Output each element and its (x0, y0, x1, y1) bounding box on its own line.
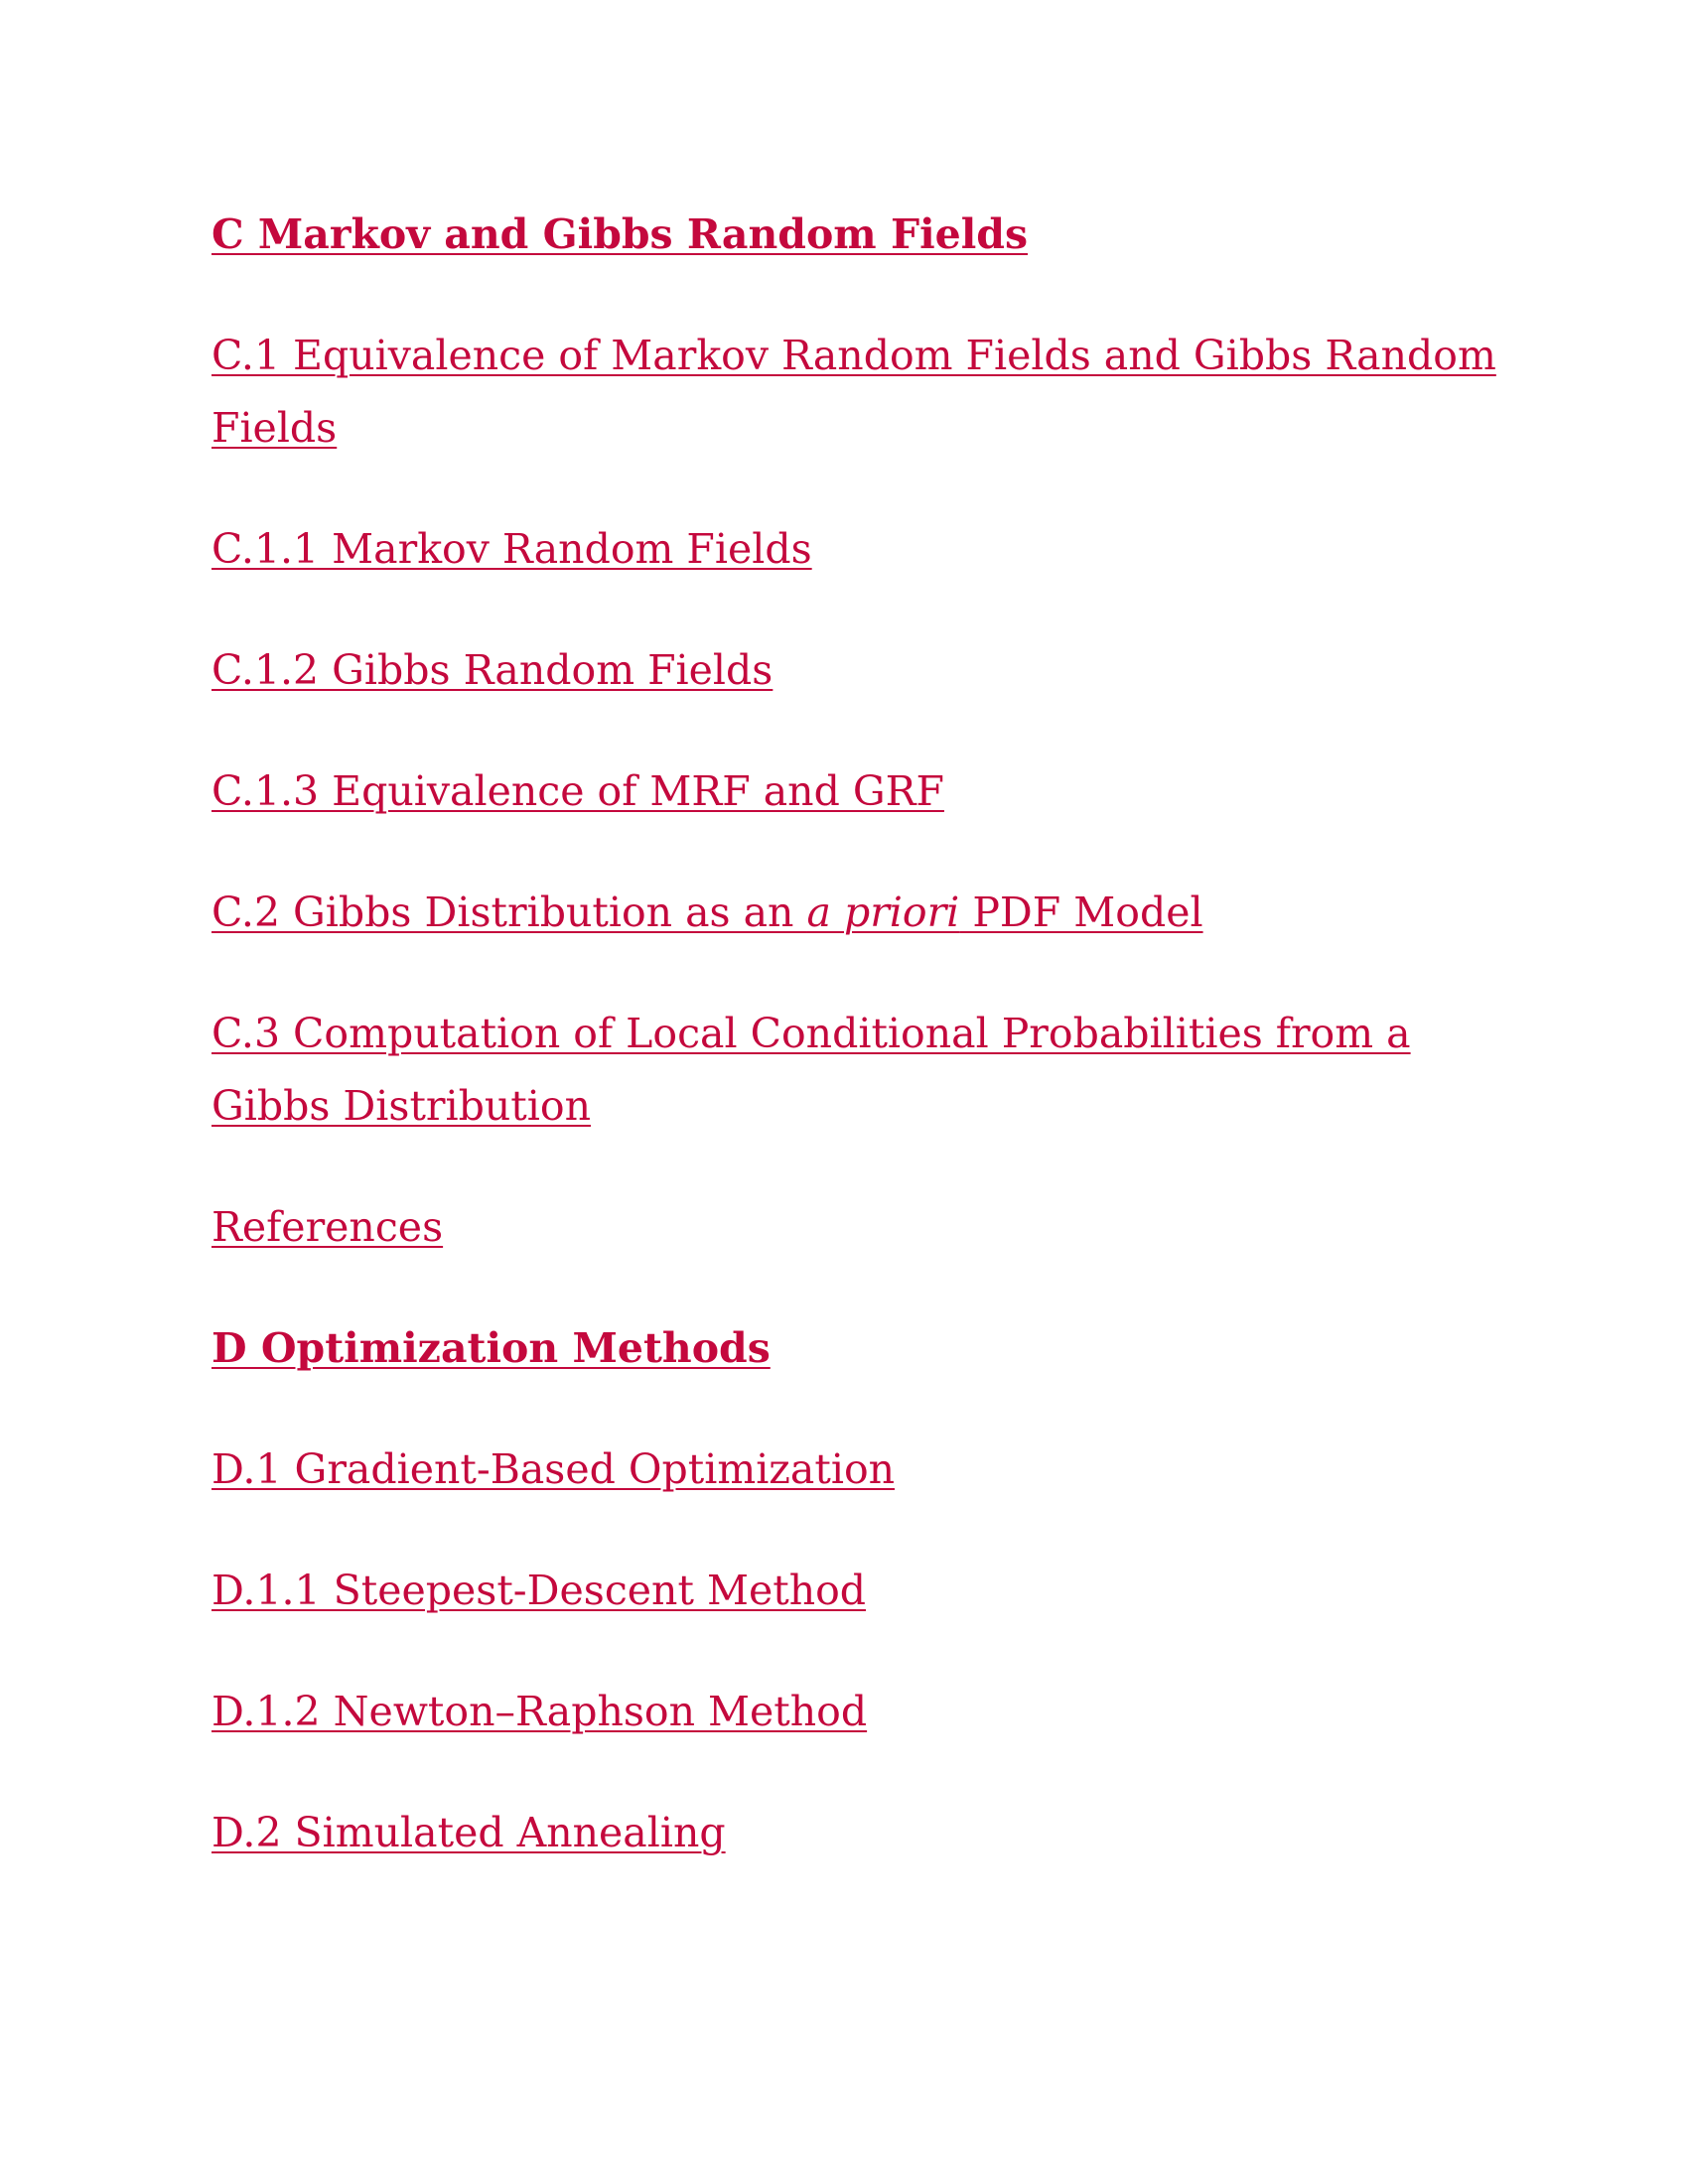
toc-link-chapter-c[interactable]: C Markov and Gibbs Random Fields (211, 210, 1029, 258)
toc-link-references[interactable]: References (211, 1203, 444, 1251)
toc-entry-c2 (211, 877, 1502, 949)
toc-link-d12[interactable]: D.1.2 Newton–Raphson Method (211, 1688, 868, 1735)
toc-entry-d1 (211, 1433, 1502, 1506)
toc-entry-d2 (211, 1797, 1502, 1869)
toc-link-d11[interactable]: D.1.1 Steepest-Descent Method (211, 1567, 867, 1614)
toc-link-chapter-d[interactable]: D Optimization Methods (211, 1324, 771, 1372)
toc-entry-c11 (211, 513, 1502, 586)
toc-link-c2-italic: a priori (806, 888, 960, 936)
toc-entry-chapter-c (211, 199, 1502, 271)
toc-link-d1[interactable]: D.1 Gradient-Based Optimization (211, 1445, 896, 1493)
toc-link-c1[interactable]: C.1 Equivalence of Markov Random Fields and Gibbs Random Fields (211, 332, 1496, 452)
toc-link-c12[interactable]: C.1.2 Gibbs Random Fields (211, 646, 774, 694)
toc-link-c13[interactable]: C.1.3 Equivalence of MRF and GRF (211, 767, 944, 815)
toc-entry-c13 (211, 755, 1502, 828)
toc-entry-d11 (211, 1555, 1502, 1627)
toc-entry-d12 (211, 1676, 1502, 1748)
toc-link-c11[interactable]: C.1.1 Markov Random Fields (211, 525, 812, 573)
toc-entry-chapter-d (211, 1312, 1502, 1385)
toc-link-c3[interactable]: C.3 Computation of Local Conditional Probabilities from a Gibbs Distribution (211, 1010, 1411, 1130)
toc-entry-c12 (211, 634, 1502, 707)
toc-link-d2[interactable]: D.2 Simulated Annealing (211, 1809, 726, 1856)
toc-entry-c1 (211, 320, 1502, 465)
toc-entry-references (211, 1191, 1502, 1264)
toc-link-c2-text-end: PDF Model (959, 888, 1203, 936)
toc-entry-c3 (211, 998, 1502, 1143)
table-of-contents (211, 199, 1502, 1918)
toc-link-c2-text-start: C.2 Gibbs Distribution as an (211, 888, 807, 936)
toc-link-c2[interactable] (211, 888, 1203, 936)
